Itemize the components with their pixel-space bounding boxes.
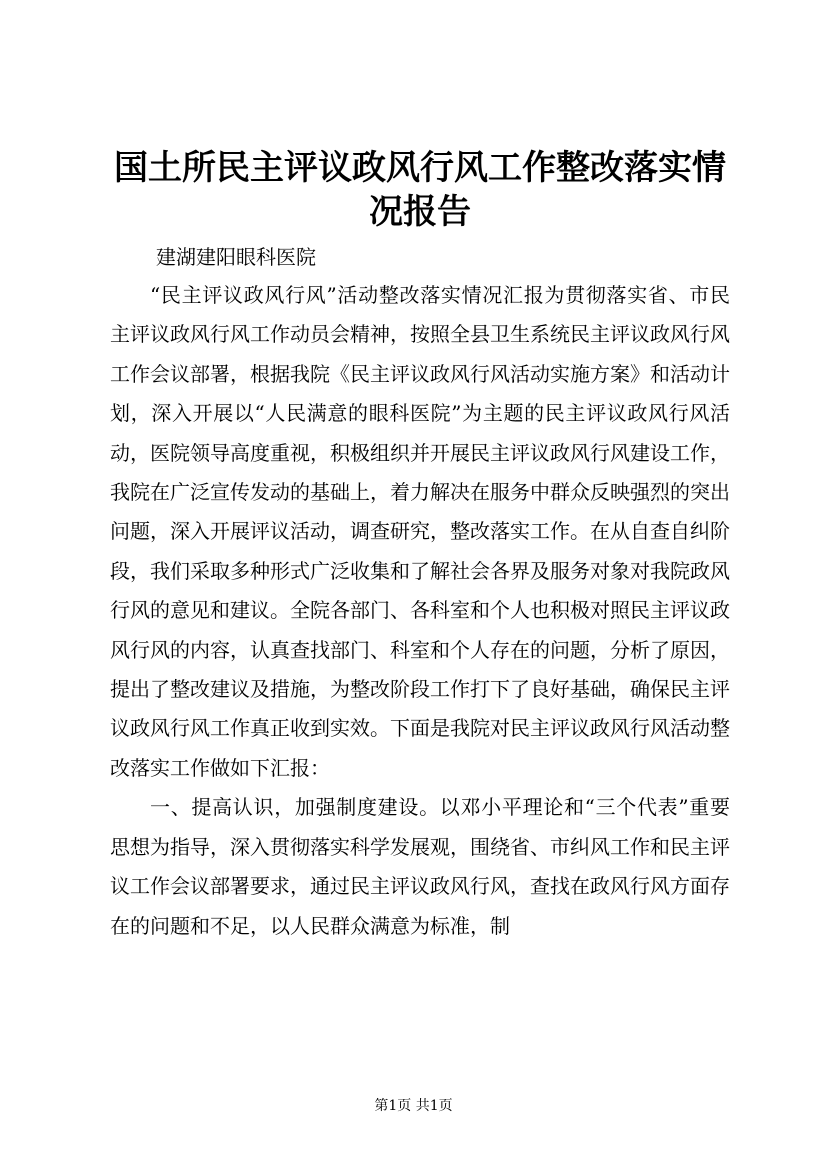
page-footer: 第1页 共1页 [374,1098,453,1114]
document-body [110,276,730,946]
document-title: 国土所民主评议政风行风工作整改落实情况报告 [114,148,726,232]
author-line: 建湖建阳眼科医院 [156,245,316,269]
paragraph-1: “民主评议政风行风”活动整改落实情况汇报为贯彻落实省、市民主评议政风行风工作动员会精神，按照全县卫生系统民主评议政风行风工作会议部署，根据我院《民主评议政风行风活动实施方案》和活动计划，深入开展以“人民满意的眼科医院”为主题的民主评议政风行风活动，医院领导高度重视，积极组织并开展民主评议政风行风建设工作，我院在广泛宣传发动的基础上，着力解决在服务中群众反映强烈的突出问题，深入开展评议活动，调查研究，整改落实工作。在从自查自纠阶段，我们采取多种形式广泛收集和了解社会各界及服务对象对我院政风行风的意见和建议。全院各部门、各科室和个人也积极对照民主评议政风行风的内容，认真查找部门、科室和个人存在的问题，分析了原因，提出了整改建议及措施，为整改阶段工作打下了良好基础，确保民主评议政风行风工作真正收到实效。下面是我院对民主评议政风行风活动整改落实工作做如下汇报： [110,283,730,780]
paragraph-2: 一、提高认识，加强制度建设。以邓小平理论和“三个代表”重要思想为指导，深入贯彻落实科学发展观，围绕省、市纠风工作和民主评议工作会议部署要求，通过民主评议政风行风，查找在政风行风方面存在的问题和不足，以人民群众满意为标准，制 [110,795,730,938]
